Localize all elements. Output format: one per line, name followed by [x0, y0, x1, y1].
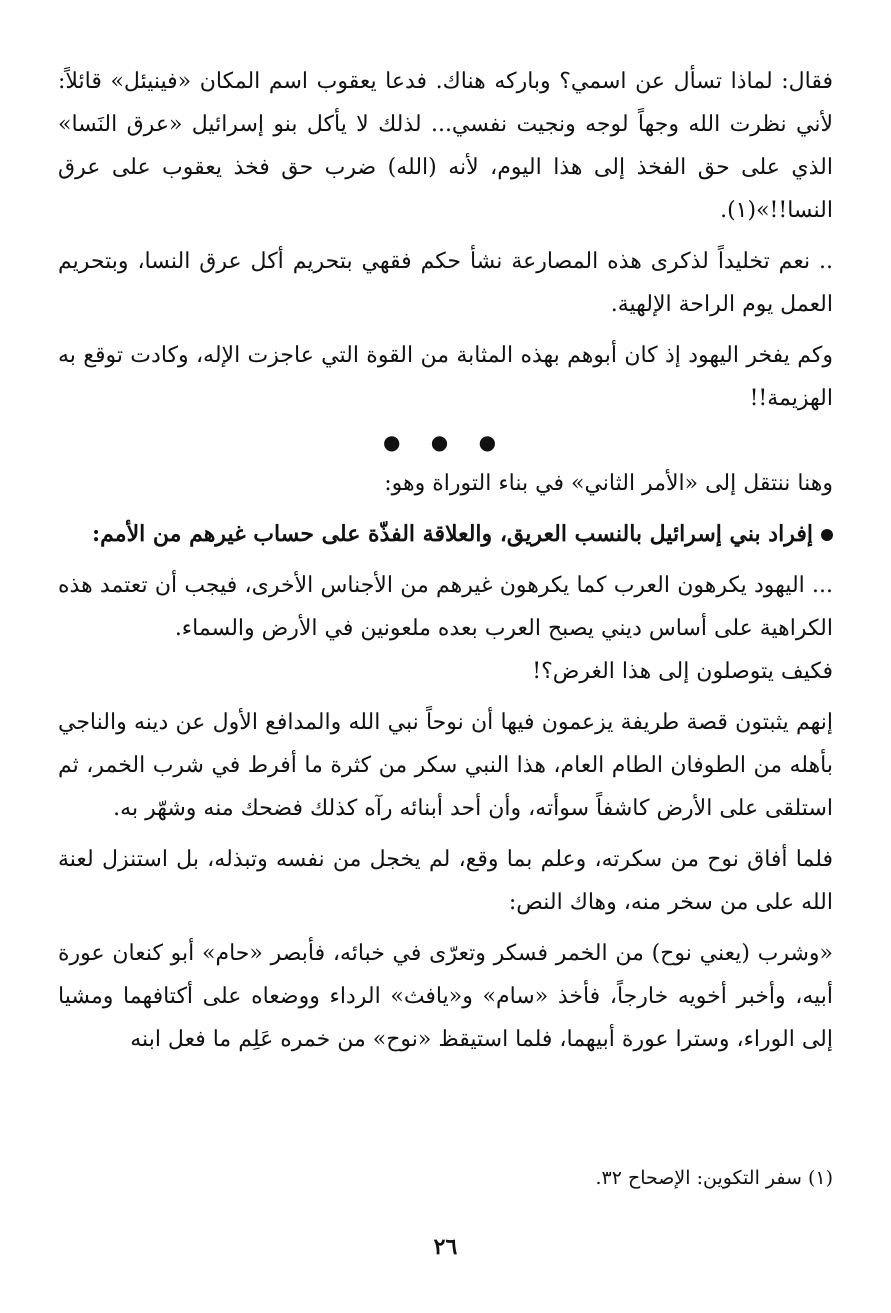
bullet-icon	[821, 529, 833, 541]
body-paragraph: فقال: لماذا تسأل عن اسمي؟ وباركه هناك. فدعا يعقوب اسم المكان «فينيئل» قائلاً: لأني نظرت الله وجهاً لوجه ونجيت نفسي... لذلك لا يأكل بنو إسرائيل «عرق النَسا» الذي على حق الفخذ إلى هذا اليوم، لأنه (الله) ضرب حق فخذ يعقوب على عرق النسا!!»(١).	[58, 69, 833, 223]
page-body	[58, 60, 833, 1061]
body-paragraph: إنهم يثبتون قصة طريفة يزعمون فيها أن نوحاً نبي الله والمدافع الأول عن دينه والناجي بأهله من الطوفان الطام العام، هذا النبي سكر من كثرة ما أفرط في شرب الخمر، ثم استلقى على الأرض كاشفاً سوأته، وأن أحد أبنائه رآه كذلك فضحك منه وشهّر به.	[58, 710, 833, 821]
body-paragraph: .. نعم تخليداً لذكرى هذه المصارعة نشأ حكم فقهي بتحريم أكل عرق النسا، وبتحريم العمل يوم الراحة الإلهية.	[58, 249, 833, 317]
page-number: ٢٦	[433, 1234, 458, 1260]
body-paragraph: فكيف يتوصلون إلى هذا الغرض؟!	[532, 659, 833, 684]
section-heading-text: إفراد بني إسرائيل بالنسب العريق، والعلاقة الفذّة على حساب غيرهم من الأمم:	[92, 521, 813, 547]
section-separator: ● ● ●	[382, 430, 509, 454]
body-paragraph: وكم يفخر اليهود إذ كان أبوهم بهذه المثابة من القوة التي عاجزت الإله، وكادت توقع به الهزيمة!!	[58, 343, 833, 411]
body-paragraph: ... اليهود يكرهون العرب كما يكرهون غيرهم من الأجناس الأخرى، فيجب أن تعتمد هذه الكراهية على أساس ديني يصبح العرب بعده ملعونين في الأرض والسماء.	[58, 573, 833, 641]
body-paragraph: فلما أفاق نوح من سكرته، وعلم بما وقع، لم يخجل من نفسه وتبذله، بل استنزل لعنة الله على من سخر منه، وهاك النص:	[58, 847, 833, 915]
body-paragraph: «وشرب (يعني نوح) من الخمر فسكر وتعرّى في خبائه، فأبصر «حام» أبو كنعان عورة أبيه، وأخبر أخويه خارجاً، فأخذ «سام» و«يافث» الرداء ووضعاه على أكتافهما ومشيا إلى الوراء، وسترا عورة أبيهما، فلما استيقظ «نوح» من خمره عَلِم ما فعل ابنه	[58, 941, 833, 1052]
section-heading	[58, 513, 833, 556]
body-paragraph: وهنا ننتقل إلى «الأمر الثاني» في بناء التوراة وهو:	[384, 471, 833, 496]
footnote: (١) سفر التكوين: الإصحاح ٣٢.	[595, 1167, 833, 1189]
